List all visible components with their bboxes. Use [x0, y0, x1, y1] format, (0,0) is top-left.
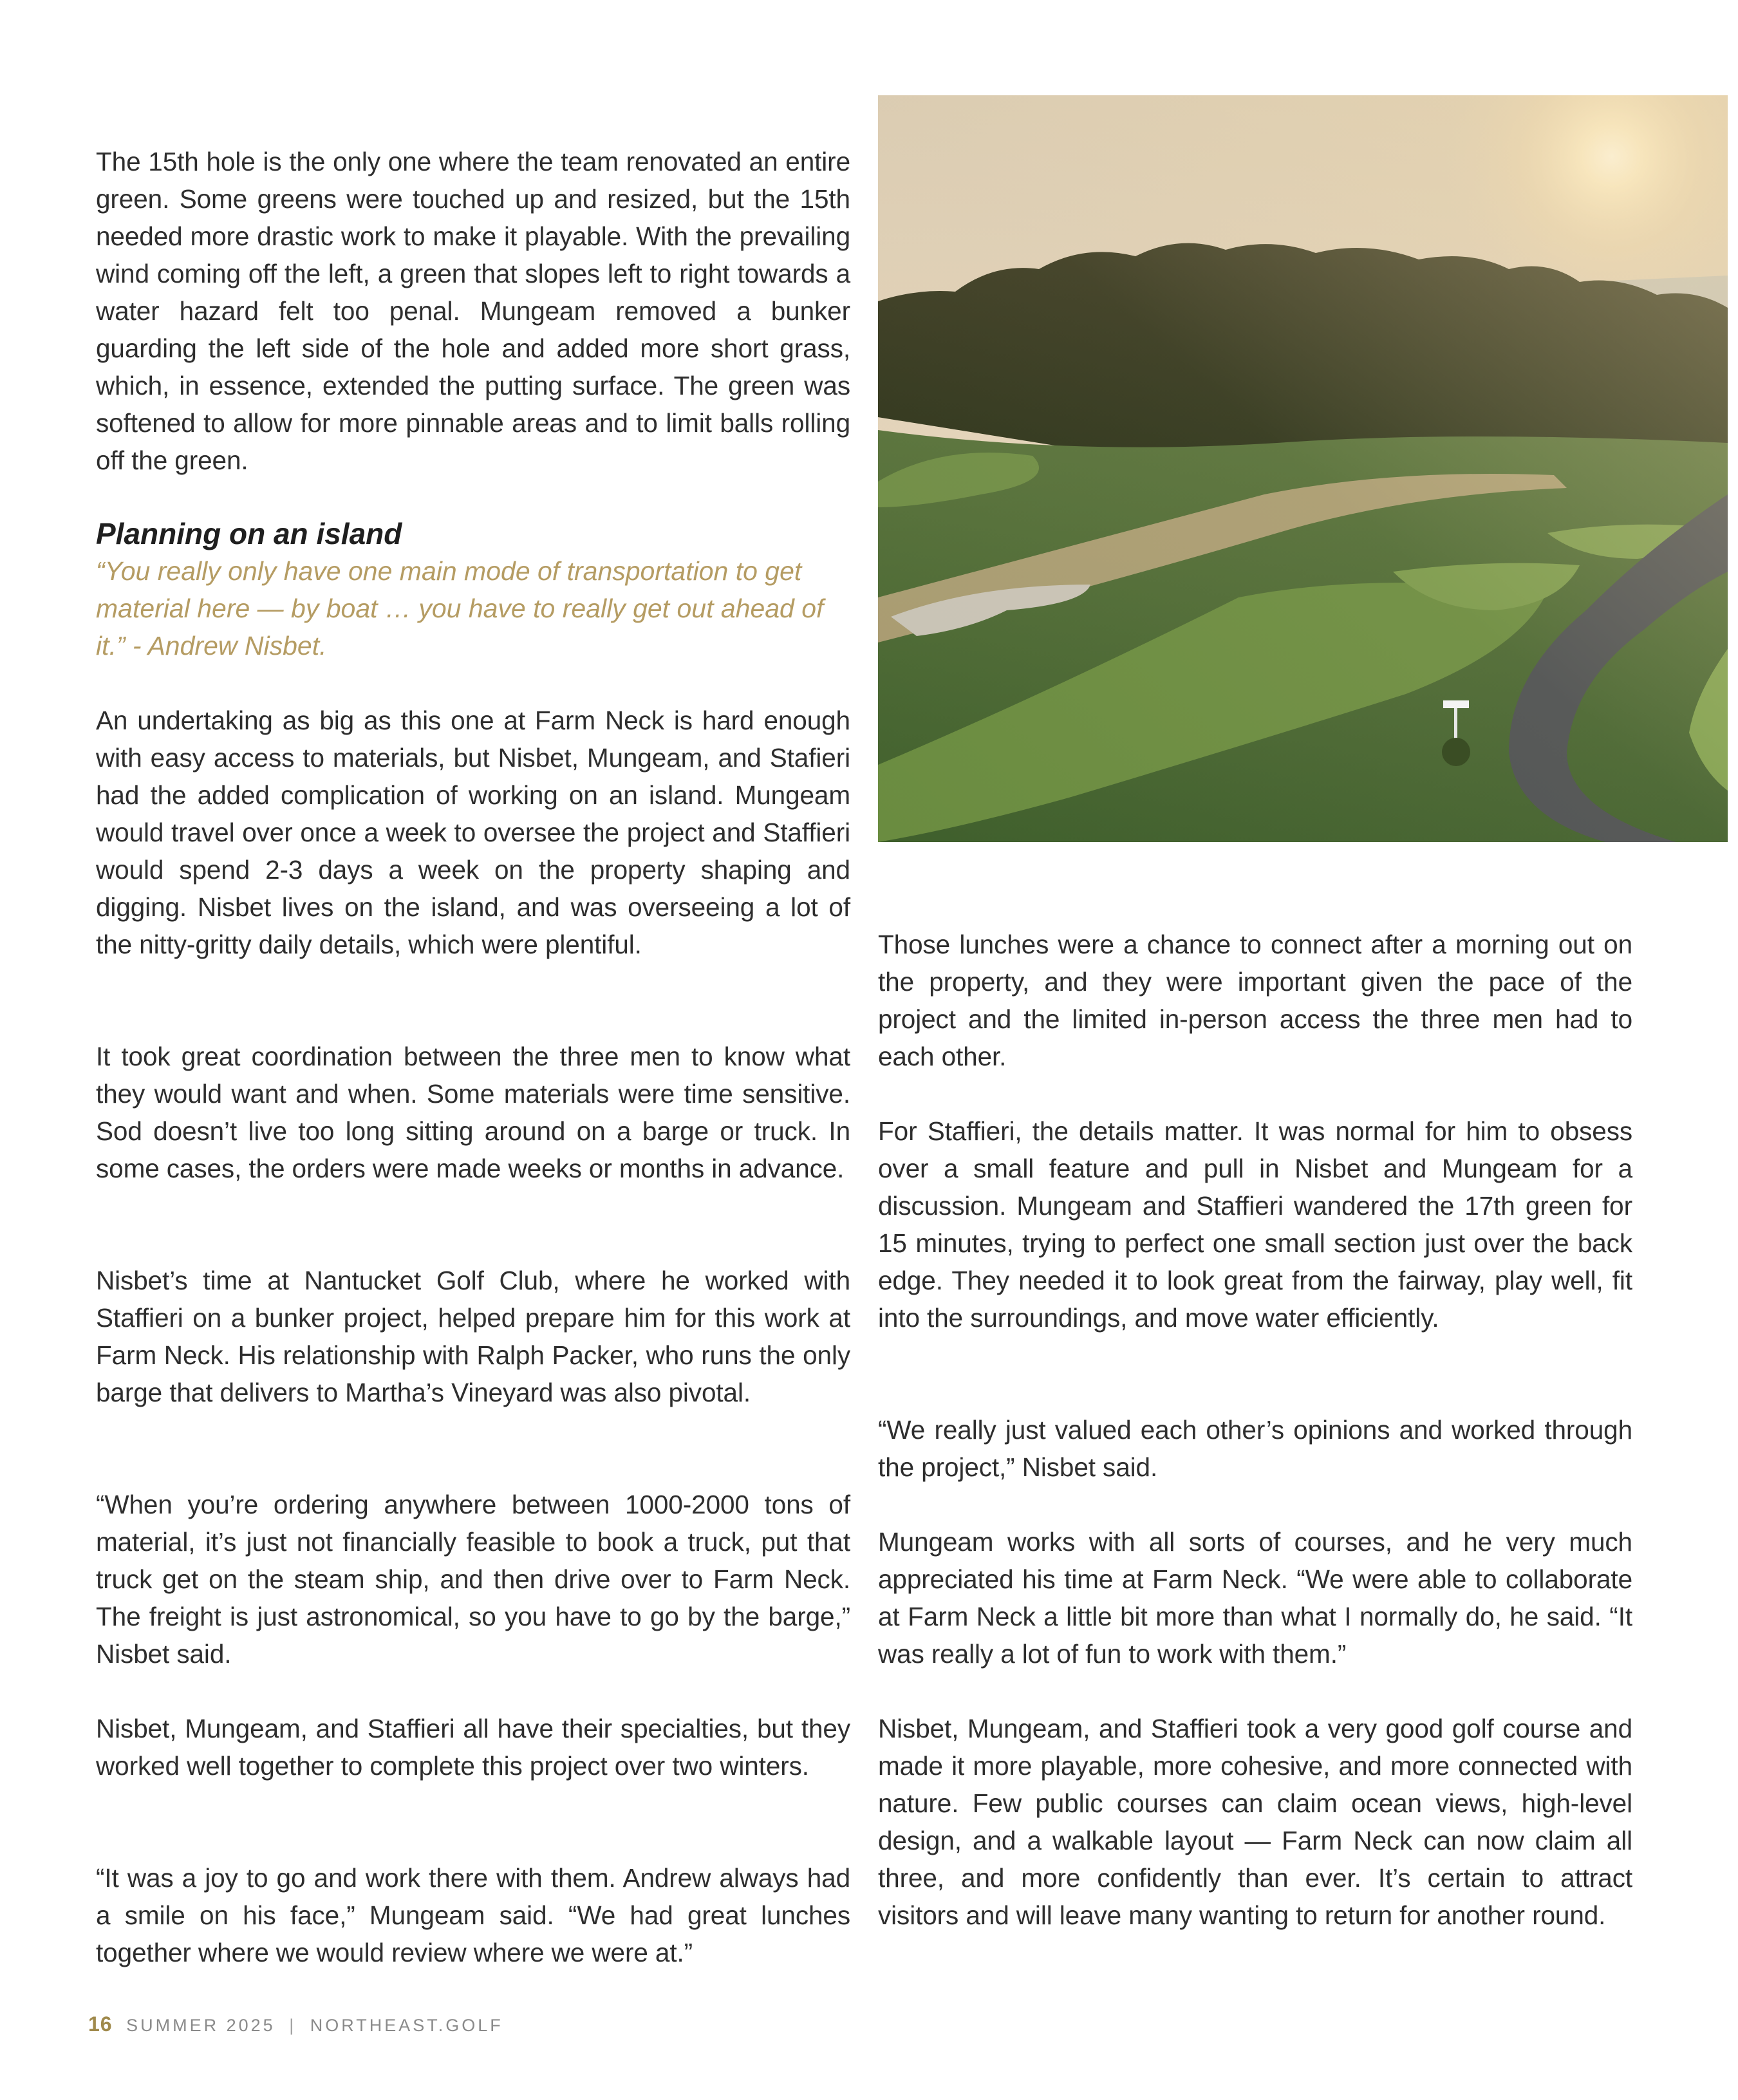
body-paragraph: An undertaking as big as this one at Farm Neck is hard enough with easy access to materials, but Nisbet, Mungeam, and Stafieri had the added complication of working on an island. Mungeam would travel over once a week to oversee the project and Staffieri would spend 2-3 days a week on the property shaping and digging. Nisbet lives on the island, and was overseeing a lot of the nitty-gritty daily details, which were plentiful.: [96, 706, 850, 959]
page-footer: [88, 2010, 503, 2038]
golf-course-aerial-photo: [878, 95, 1728, 842]
body-paragraph: Mungeam works with all sorts of courses, and he very much appreciated his time at Farm Neck. “We were able to collaborate at Farm Neck a little bit more than what I normally do, he said. “It was really a lot of fun to work with them.”: [878, 1527, 1632, 1669]
pull-quote: “You really only have one main mode of transportation to get material here — by boat … you have to really get out ahead of it.” - Andrew Nisbet.: [96, 556, 824, 661]
body-paragraph: “We really just valued each other’s opinions and worked through the project,” Nisbet said.: [878, 1415, 1632, 1482]
body-paragraph: “It was a joy to go and work there with them. Andrew always had a smile on his face,” Mungeam said. “We had great lunches together where we would review where we were at.”: [96, 1863, 850, 1967]
body-paragraph: It took great coordination between the three men to know what they would want and when. Some materials were time sensitive. Sod doesn’t live too long sitting around on a barge or truck. In some cases, the orders were made weeks or months in advance.: [96, 1042, 850, 1183]
section-heading: Planning on an island: [96, 517, 402, 550]
body-paragraph: Nisbet’s time at Nantucket Golf Club, where he worked with Staffieri on a bunker project, helped prepare him for this work at Farm Neck. His relationship with Ralph Packer, who runs the only barge that delivers to Martha’s Vineyard was also pivotal.: [96, 1266, 850, 1407]
body-paragraph: Those lunches were a chance to connect after a morning out on the property, and they were important given the pace of the project and the limited in-person access the three men had to each other.: [878, 930, 1632, 1071]
page-number: 16: [88, 2012, 113, 2036]
body-paragraph: The 15th hole is the only one where the team renovated an entire green. Some greens were touched up and resized, but the 15th needed more drastic work to make it playable. With the prevailing wind coming off the left, a green that slopes left to right towards a water hazard felt too penal. Mungeam removed a bunker guarding the left side of the hole and added more short grass, which, in essence, extended the putting surface. The green was softened to allow for more pinnable areas and to limit balls rolling off the green.: [96, 147, 850, 475]
body-paragraph: For Staffieri, the details matter. It was normal for him to obsess over a small feature and pull in Nisbet and Mungeam for a discussion. Mungeam and Staffieri wandered the 17th green for 15 minutes, trying to perfect one small section just over the back edge. They needed it to look great from the fairway, play well, fit into the surroundings, and move water efficiently.: [878, 1116, 1632, 1333]
issue-label: SUMMER 2025: [126, 2016, 276, 2035]
body-paragraph: “When you’re ordering anywhere between 1000-2000 tons of material, it’s just not financially feasible to book a truck, put that truck get on the steam ship, and then drive over to Farm Neck. The freight is just astronomical, so you have to go by the barge,” Nisbet said.: [96, 1490, 850, 1669]
site-name: NORTHEAST.GOLF: [310, 2016, 503, 2035]
body-paragraph: Nisbet, Mungeam, and Staffieri took a very good golf course and made it more playable, more cohesive, and more connected with nature. Few public courses can claim ocean views, high-level design, and a walkable layout — Farm Neck can now claim all three, and more confidently than ever. It’s certain to attract visitors and will leave many wanting to return for another round.: [878, 1714, 1632, 1930]
footer-separator: |: [289, 2016, 297, 2035]
body-paragraph: Nisbet, Mungeam, and Staffieri all have their specialties, but they worked well together to complete this project over two winters.: [96, 1714, 850, 1781]
